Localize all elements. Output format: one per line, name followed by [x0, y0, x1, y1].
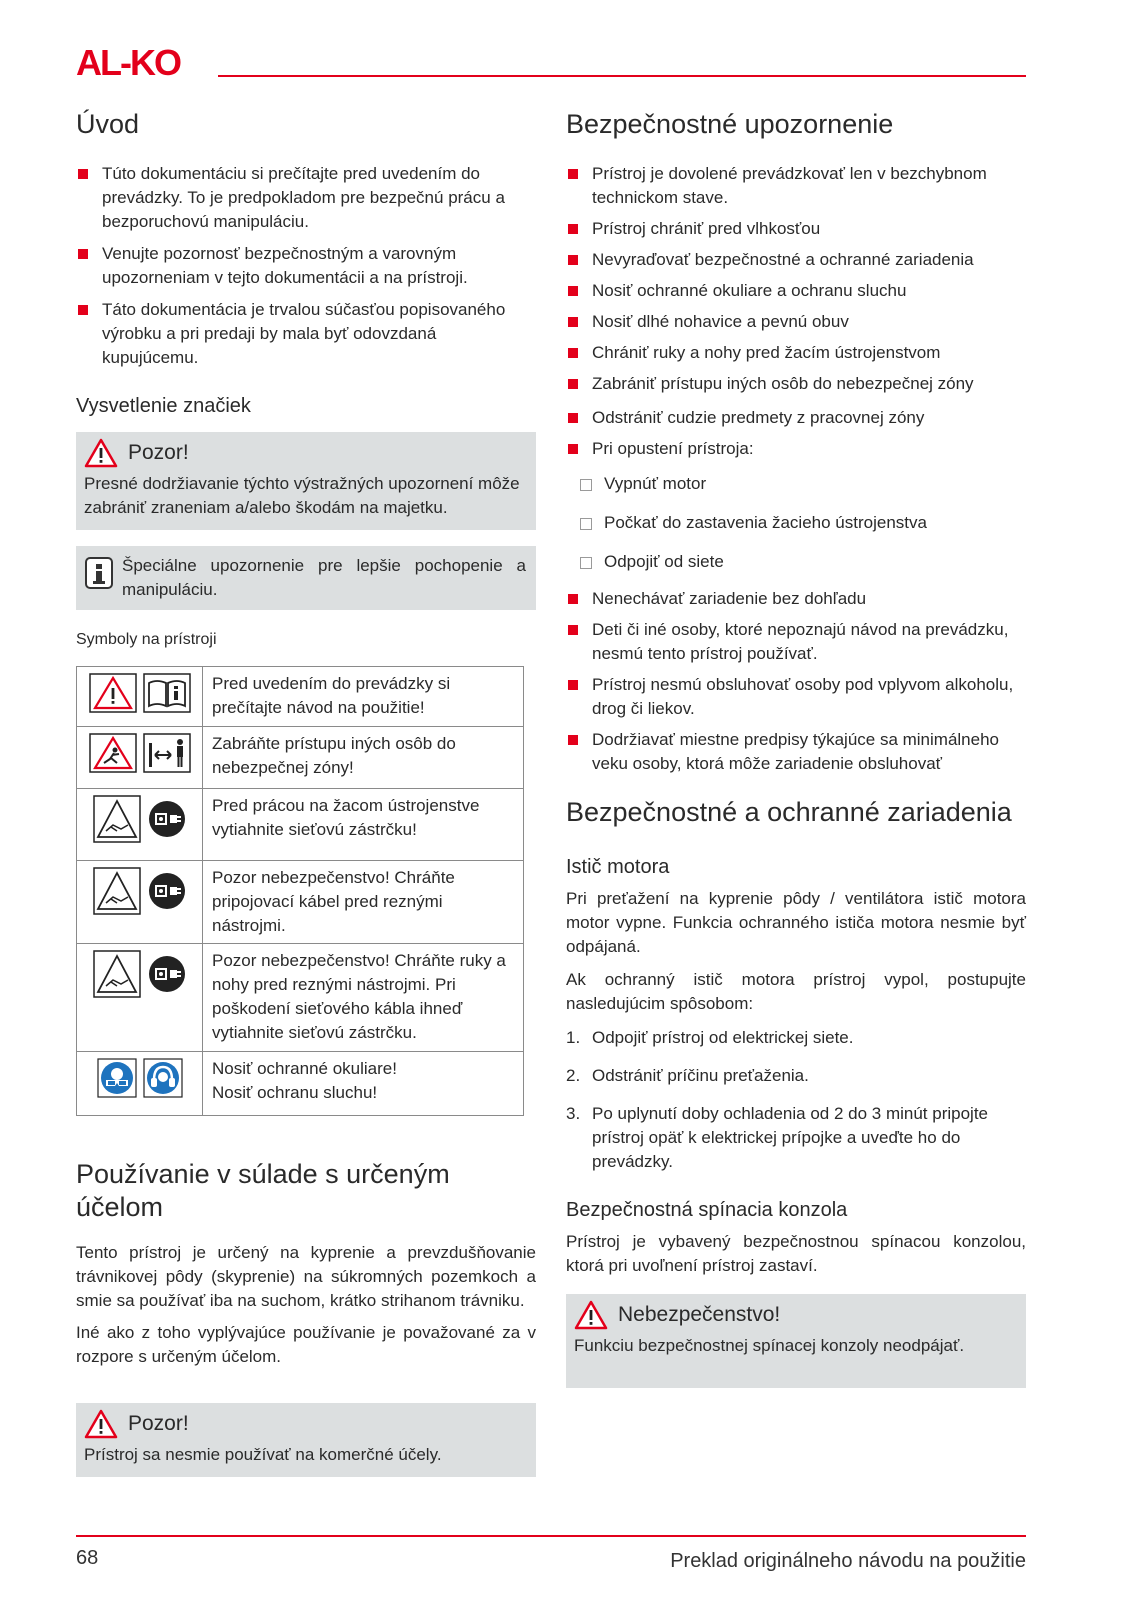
footer-rule: [76, 1535, 1026, 1537]
legend-warning-title: Pozor!: [128, 441, 189, 465]
intended-use-p1: Tento prístroj je určený na kyprenie a prevzdušňovanie trávnikovej pôdy (skyprenie) na súkromných pozemkoch a smie sa používať iba na suchom, krátko strihanom trávniku.: [76, 1243, 536, 1311]
symbol-text: Pred prácou na žacom ústrojenstve vytiahnite sieťovú zástrčku!: [203, 789, 524, 861]
symbol-text: Nosiť ochranné okuliare! Nosiť ochranu sluchu!: [203, 1052, 524, 1116]
table-row: [77, 1052, 524, 1116]
sub-list-item: Vypnúť motor: [566, 472, 1026, 496]
legend-warning-box: [76, 432, 536, 530]
warning-triangle-icon: [84, 438, 118, 468]
protect-cable-icon: [147, 871, 187, 911]
breaker-steps: [566, 1026, 1026, 1174]
list-item: Nosiť dlhé nohavice a pevnú obuv: [566, 310, 1026, 334]
cutting-blades-warning-icon: [93, 950, 141, 998]
header-rule: [218, 75, 1026, 77]
flying-debris-warning-icon: [89, 733, 137, 773]
safety-title: Bezpečnostné upozornenie: [566, 109, 894, 139]
right-column: [566, 108, 1026, 1388]
safety-list: [566, 162, 1026, 776]
danger-title: Nebezpečenstvo!: [618, 1302, 781, 1326]
commercial-warning-title: Pozor!: [128, 1412, 189, 1436]
warning-triangle-icon: [574, 1300, 608, 1330]
danger-box: [566, 1294, 1026, 1388]
table-row: [77, 789, 524, 861]
list-item: 3. Po uplynutí doby ochladenia od 2 do 3 minút pripojte prístroj opäť k elektrickej prípojke a uveďte ho do prevádzky.: [566, 1103, 988, 1171]
list-item: Túto dokumentáciu si prečítajte pred uvedením do prevádzky. To je predpokladom pre bezpečnú prácu a bezporuchovú manipuláciu.: [76, 162, 536, 234]
symbol-text: Pozor nebezpečenstvo! Chráňte pripojovací kábel pred reznými nástrojmi.: [203, 861, 524, 944]
symbol-text: Pred uvedením do prevádzky si prečítajte návod na použitie!: [203, 667, 524, 727]
alko-logo: [76, 45, 208, 79]
ear-protection-icon: [143, 1058, 183, 1098]
cutting-blades-warning-icon: [93, 867, 141, 915]
keep-distance-icon: [143, 733, 191, 773]
list-item: Dodržiavať miestne predpisy týkajúce sa minimálneho veku osoby, ktorá môže zariadenie obsluhovať: [566, 728, 1026, 776]
legend-title: Vysvetlenie značiek: [76, 395, 251, 418]
intended-use-p2: Iné ako z toho vyplývajúce používanie je považované za v rozpore s určeným účelom.: [76, 1323, 536, 1367]
info-icon: [84, 556, 114, 590]
list-item: Odstrániť cudzie predmety z pracovnej zóny: [566, 406, 1026, 430]
table-row: [77, 944, 524, 1052]
console-title: Bezpečnostná spínacia konzola: [566, 1198, 848, 1221]
table-row: [77, 861, 524, 944]
list-item: Nevyraďovať bezpečnostné a ochranné zariadenia: [566, 248, 1026, 272]
warning-triangle-icon: [89, 673, 137, 713]
list-item: Prístroj je dovolené prevádzkovať len v bezchybnom technickom stave.: [566, 162, 1026, 210]
unplug-before-work-icon: [147, 799, 187, 839]
breaker-p1: Pri preťažení na kyprenie pôdy / ventilátora istič motora motor vypne. Funkcia ochranného ističa motora nesmie byť odpájaná.: [566, 888, 1026, 956]
symbol-text: Zabráňte prístupu iných osôb do nebezpečnej zóny!: [203, 727, 524, 789]
symbol-text: Pozor nebezpečenstvo! Chráňte ruky a nohy pred reznými nástrojmi. Pri poškodení sieťového kábla ihneď vytiahnite sieťovú zástrčku.: [203, 944, 524, 1052]
console-p: Prístroj je vybavený bezpečnostnou spínacou konzolou, ktorá pri uvoľnení prístroj zastaví.: [566, 1231, 1026, 1275]
logo-text: AL-KO: [76, 45, 180, 79]
legend-warning-text: Presné dodržiavanie týchto výstražných upozornení môže zabrániť zraneniam a/alebo škodám na majetku.: [84, 474, 520, 518]
table-row: [77, 727, 524, 789]
commercial-warning-box: [76, 1403, 536, 1477]
breaker-title: Istič motora: [566, 855, 670, 878]
page-number: 68: [76, 1547, 99, 1569]
list-item: Táto dokumentácia je trvalou súčasťou popisovaného výrobku a pri predaji by mala byť odovzdaná kupujúcemu.: [76, 298, 536, 370]
devices-title: Bezpečnostné a ochranné zariadenia: [566, 797, 1012, 828]
list-item: Venujte pozornosť bezpečnostným a varovným upozorneniam v tejto dokumentácii a na prístroji.: [76, 242, 536, 290]
protect-limbs-icon: [147, 954, 187, 994]
list-item: Nosiť ochranné okuliare a ochranu sluchu: [566, 279, 1026, 303]
legend-info-text: Špeciálne upozornenie pre lepšie pochopenie a manipuláciu.: [122, 556, 526, 600]
symbols-title: Symboly na prístroji: [76, 631, 217, 649]
footer-title: Preklad originálneho návodu na použitie: [670, 1550, 1026, 1572]
left-column: [76, 108, 536, 1477]
list-item: Prístroj nesmú obsluhovať osoby pod vplyvom alkoholu, drog či liekov.: [566, 673, 1026, 721]
legend-info-box: [76, 546, 536, 610]
warning-triangle-icon: [84, 1409, 118, 1439]
list-item: Pri opustení prístroja:: [566, 437, 1026, 461]
list-item: Zabrániť prístupu iných osôb do nebezpečnej zóny: [566, 372, 1026, 396]
list-item: 2. Odstrániť príčinu preťaženia.: [566, 1065, 809, 1085]
cutting-blades-warning-icon: [93, 795, 141, 843]
commercial-warning-text: Prístroj sa nesmie používať na komerčné účely.: [84, 1445, 442, 1465]
list-item: Prístroj chrániť pred vlhkosťou: [566, 217, 1026, 241]
intro-title: Úvod: [76, 109, 140, 139]
table-row: [77, 667, 524, 727]
intro-list: [76, 162, 536, 370]
list-item: 1. Odpojiť prístroj od elektrickej siete.: [566, 1027, 854, 1047]
list-item: Nenechávať zariadenie bez dohľadu: [566, 587, 1026, 611]
symbols-table: [76, 666, 524, 1116]
sub-list-item: Počkať do zastavenia žacieho ústrojenstva: [566, 511, 1026, 535]
breaker-p2: Ak ochranný istič motora prístroj vypol, postupujte nasledujúcim spôsobom:: [566, 969, 1026, 1013]
read-manual-icon: [143, 673, 191, 713]
intended-use-title: Používanie v súlade s určeným účelom: [76, 1159, 450, 1222]
goggles-icon: [97, 1058, 137, 1098]
list-item: Chrániť ruky a nohy pred žacím ústrojenstvom: [566, 341, 1026, 365]
danger-text: Funkciu bezpečnostnej spínacej konzoly neodpájať.: [574, 1335, 965, 1355]
list-item: Deti či iné osoby, ktoré nepoznajú návod na prevádzku, nesmú tento prístroj používať.: [566, 618, 1026, 666]
sub-list-item: Odpojiť od siete: [566, 550, 1026, 574]
